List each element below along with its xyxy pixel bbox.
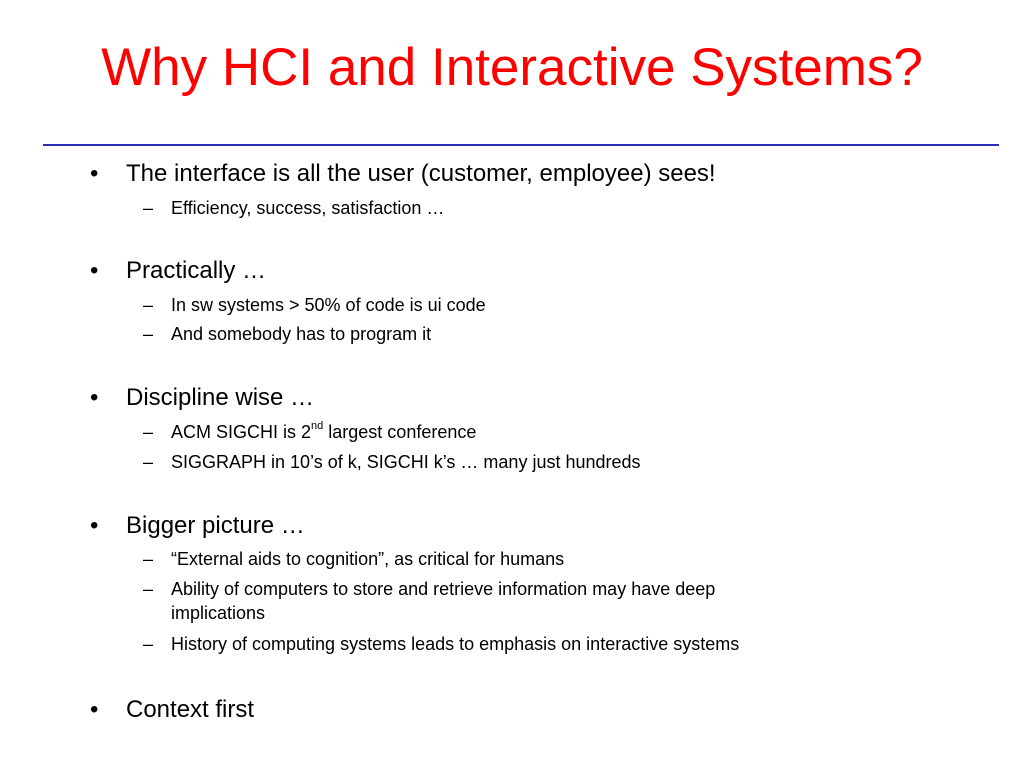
sub-bullet-marker: –	[143, 422, 154, 442]
sub-bullet-marker: –	[143, 295, 154, 315]
sub-bullet-text: implications	[171, 603, 266, 623]
sub-bullet-item	[143, 451, 641, 473]
sub-bullet-item	[143, 548, 565, 570]
sub-bullet-item	[143, 294, 486, 316]
sub-bullet-text: Efficiency, success, satisfaction …	[171, 198, 445, 218]
bullet-item	[90, 384, 315, 412]
sub-bullet-marker: –	[143, 324, 154, 344]
sub-bullet-text: In sw systems > 50% of code is ui code	[171, 295, 486, 315]
bullet-marker: •	[90, 257, 99, 284]
sub-bullet-marker: –	[143, 198, 154, 218]
bullet-item	[90, 512, 305, 540]
bullet-item	[90, 696, 255, 724]
bullet-text: Context first	[126, 696, 255, 723]
sub-bullet-item	[143, 323, 432, 345]
sub-bullet-item	[143, 197, 445, 219]
sub-bullet-marker: –	[143, 452, 154, 472]
bullet-marker: •	[90, 160, 99, 187]
sub-bullet-text: And somebody has to program it	[171, 324, 432, 344]
sub-bullet-marker: –	[143, 549, 154, 569]
slide-title: Why HCI and Interactive Systems?	[101, 38, 923, 97]
sub-bullet-marker: –	[143, 579, 154, 599]
sub-bullet-continuation	[171, 602, 265, 624]
sub-bullet-text-end: largest conference	[323, 422, 477, 442]
bullet-marker: •	[90, 384, 99, 411]
sub-bullet-text: Ability of computers to store and retrieve information may have deep	[171, 579, 716, 599]
sub-bullet-marker: –	[143, 634, 154, 654]
bullet-marker: •	[90, 512, 99, 539]
sub-bullet-text-start: ACM SIGCHI is 2	[171, 422, 312, 442]
bullet-text: Bigger picture …	[126, 512, 305, 539]
sub-bullet-item	[143, 633, 740, 655]
bullet-text: The interface is all the user (customer, employee) sees!	[126, 160, 716, 187]
bullet-text: Discipline wise …	[126, 384, 315, 411]
bullet-item	[90, 257, 267, 285]
bullet-item	[90, 160, 716, 188]
sub-bullet-text: History of computing systems leads to emphasis on interactive systems	[171, 634, 740, 654]
sub-bullet-item	[143, 578, 716, 600]
sub-bullet-text: SIGGRAPH in 10’s of k, SIGCHI k’s … many just hundreds	[171, 452, 641, 472]
ordinal-suffix: nd	[311, 420, 324, 432]
bullet-text: Practically …	[126, 257, 267, 284]
sub-bullet-item	[143, 420, 477, 443]
sub-bullet-text: “External aids to cognition”, as critical for humans	[171, 549, 565, 569]
bullet-marker: •	[90, 696, 99, 723]
